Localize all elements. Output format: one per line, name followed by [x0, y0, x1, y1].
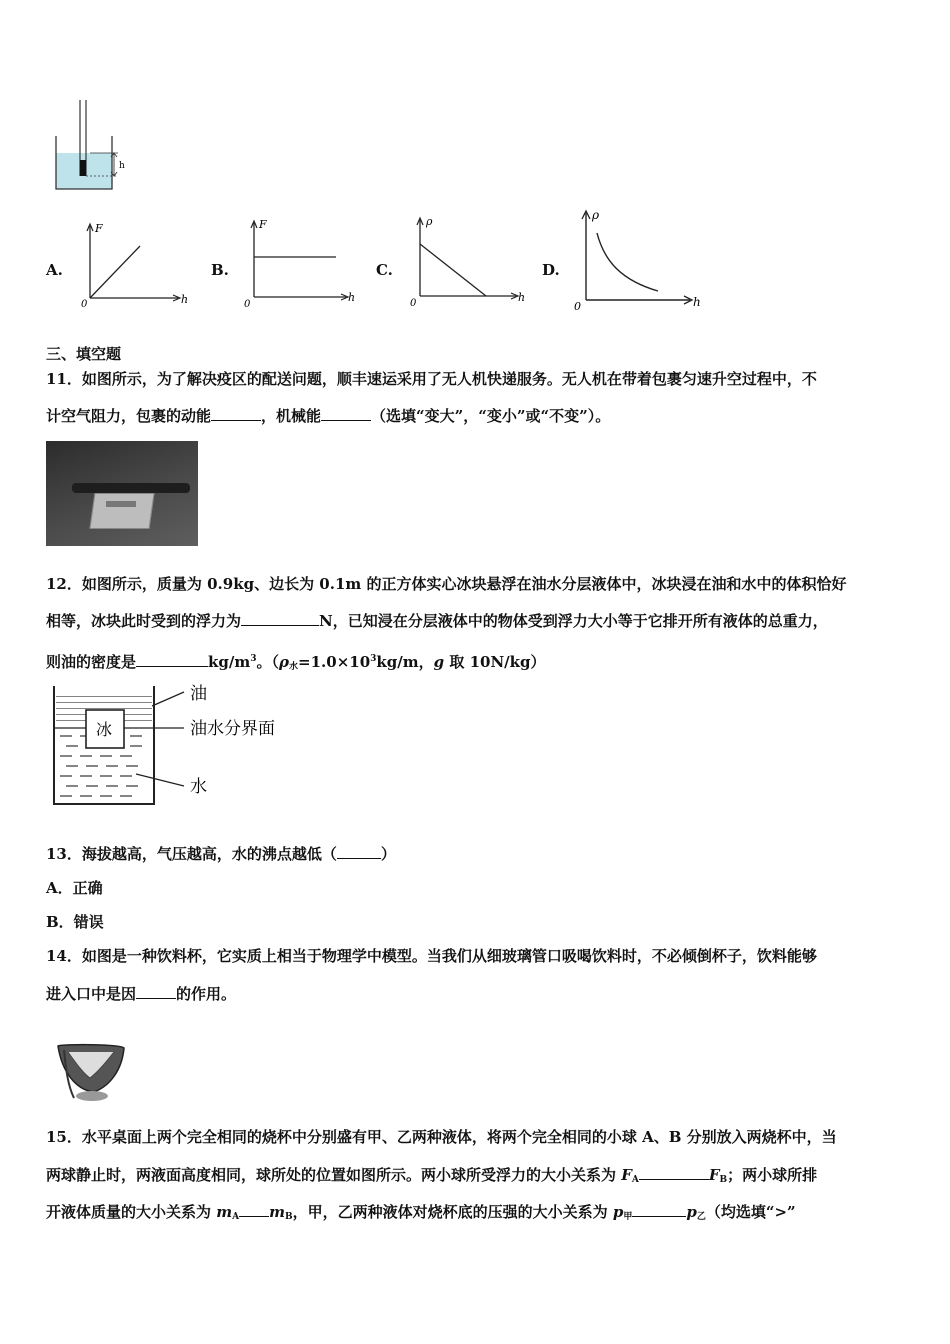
graph-c-origin: 0	[410, 298, 417, 309]
graph-a-ylabel: F	[95, 222, 103, 235]
graph-d-ylabel: ρ	[592, 208, 600, 222]
option-d-label: D.	[542, 261, 560, 279]
q12-text-e: =1.0×10	[298, 653, 371, 671]
q12-text-f: kg/m，	[376, 653, 434, 671]
water-pointer	[136, 774, 184, 786]
q15-ma-sub: A	[232, 1212, 240, 1222]
graph-a-xlabel: h	[181, 293, 189, 306]
ice-label: 冰	[96, 720, 113, 739]
q15-line-3	[46, 1202, 796, 1227]
q12-unit: kg/m	[208, 653, 251, 671]
q15-text-a: 两球静止时，两液面高度相同，球所处的位置如图所示。两小球所受浮力的大小关系为	[46, 1166, 622, 1184]
q12-line-2	[46, 611, 828, 631]
q15-blank-pressure[interactable]	[632, 1202, 686, 1217]
q15-line-1: 15．水平桌面上两个完全相同的烧杯中分别盛有甲、乙两种液体，将两个完全相同的小球 A、B 分别放入两烧杯中，当	[46, 1128, 837, 1146]
drink-cup-figure	[54, 1040, 130, 1104]
graph-d-xlabel: h	[693, 295, 701, 309]
q12-rho-sub: 水	[289, 662, 299, 672]
q15-fa: F	[621, 1166, 632, 1184]
q14-line-1: 14．如图是一种饮料杯，它实质上相当于物理学中模型。当我们从细玻璃管口吸喝饮料时，不必倾倒杯子，饮料能够	[46, 947, 817, 965]
q12-exp-sup: 3	[370, 654, 377, 664]
q14-text-b: 的作用。	[176, 985, 237, 1003]
q12-line-1: 12．如图所示，质量为 0.9kg、边长为 0.1m 的正方体实心冰块悬浮在油水分层液体中，冰块浸在油和水中的体积恰好	[46, 575, 847, 593]
q12-text-g: 取 10N/kg）	[444, 653, 546, 671]
oil-label: 油	[190, 684, 207, 704]
q15-text-b: ；两小球所排	[727, 1166, 818, 1184]
q11-line-1: 11．如图所示，为了解决疫区的配送问题，顺丰速运采用了无人机快递服务。无人机在带着包裹匀速升空过程中，不	[46, 370, 817, 388]
section-title: 三、填空题	[46, 345, 122, 363]
q15-blank-mass[interactable]	[239, 1202, 269, 1217]
q12-blank-density[interactable]	[136, 652, 208, 667]
q15-mb: m	[269, 1203, 285, 1221]
q13-text-a: 13．海拔越高，气压越高，水的沸点越低（	[46, 845, 337, 863]
depth-label: h	[119, 161, 125, 171]
graph-b-origin: 0	[244, 299, 251, 310]
option-b-label: B.	[211, 261, 229, 279]
tube-bottom-plug	[80, 160, 86, 176]
q13-option-b[interactable]: B．错误	[46, 913, 104, 931]
q12-g: g	[433, 653, 445, 671]
oil-pointer	[152, 692, 184, 706]
q15-py: p	[686, 1203, 697, 1221]
graph-c-ylabel: ρ	[426, 215, 433, 228]
q12-line-3	[46, 649, 546, 677]
graph-c-curve	[420, 244, 486, 296]
q15-fb: F	[708, 1166, 720, 1184]
q15-text-d: ，甲，乙两种液体对烧杯底的压强的大小关系为	[292, 1203, 613, 1221]
q12-rho: ρ	[279, 653, 290, 671]
beaker-figure	[50, 98, 135, 193]
q12-text-b: N，已知浸在分层液体中的物体受到浮力大小等于它排开所有液体的总重力，	[319, 612, 828, 630]
graph-a-curve	[90, 246, 140, 298]
interface-label: 油水分界面	[190, 719, 275, 739]
graph-d-origin: 0	[574, 300, 581, 313]
q15-pj: p	[612, 1203, 624, 1221]
q11-line-2	[46, 406, 610, 426]
q12-text-a: 相等，冰块此时受到的浮力为	[46, 612, 242, 630]
oil-water-figure	[52, 682, 302, 810]
q14-line-2	[46, 984, 236, 1004]
graph-d	[572, 205, 707, 313]
q11-blank-kinetic[interactable]	[211, 406, 261, 421]
q15-text-c: 开液体质量的大小关系为	[46, 1203, 217, 1221]
q13-blank[interactable]	[337, 844, 381, 859]
option-a-label: A.	[46, 261, 63, 279]
q15-pj-sub: 甲	[623, 1212, 633, 1222]
q15-line-2	[46, 1165, 817, 1190]
graph-a-origin: 0	[81, 299, 88, 310]
q14-blank[interactable]	[136, 984, 176, 999]
q12-text-c: 则油的密度是	[46, 653, 137, 671]
graph-d-curve	[597, 233, 658, 291]
option-c-label: C.	[376, 261, 393, 279]
q15-fb-sub: B	[719, 1175, 728, 1185]
q15-fa-sub: A	[631, 1175, 639, 1185]
q15-ma: m	[216, 1203, 233, 1221]
q11-blank-mechanical[interactable]	[321, 406, 371, 421]
q15-py-sub: 乙	[696, 1212, 706, 1222]
water-label: 水	[190, 777, 207, 797]
graph-a	[78, 218, 193, 310]
graph-c	[408, 212, 533, 310]
q15-text-e: （均选填“>”	[705, 1203, 796, 1221]
q12-blank-buoyancy[interactable]	[241, 611, 319, 626]
graph-b-ylabel: F	[259, 218, 267, 231]
drone-package-tape	[106, 501, 136, 507]
q11-text-b: ，机械能	[261, 407, 322, 425]
drone-package	[89, 493, 154, 529]
drone-arms	[72, 483, 190, 493]
q12-unit-sup: 3	[250, 654, 257, 664]
q12-text-d: 。（	[256, 653, 280, 671]
q11-text-c: （选填“变大”，“变小”或“不变”）。	[371, 407, 611, 425]
q15-mb-sub: B	[284, 1212, 293, 1222]
cup-base	[76, 1091, 108, 1101]
graph-c-xlabel: h	[518, 291, 526, 304]
q14-text-a: 进入口中是因	[46, 985, 137, 1003]
q11-text-a: 计空气阻力，包裹的动能	[46, 407, 212, 425]
q13-stem	[46, 844, 396, 864]
q13-text-b: ）	[380, 845, 396, 863]
q15-blank-force[interactable]	[639, 1165, 709, 1180]
drone-photo	[46, 441, 198, 546]
graph-b-xlabel: h	[348, 291, 356, 304]
q13-option-a[interactable]: A．正确	[46, 879, 103, 897]
graph-b	[242, 215, 362, 310]
